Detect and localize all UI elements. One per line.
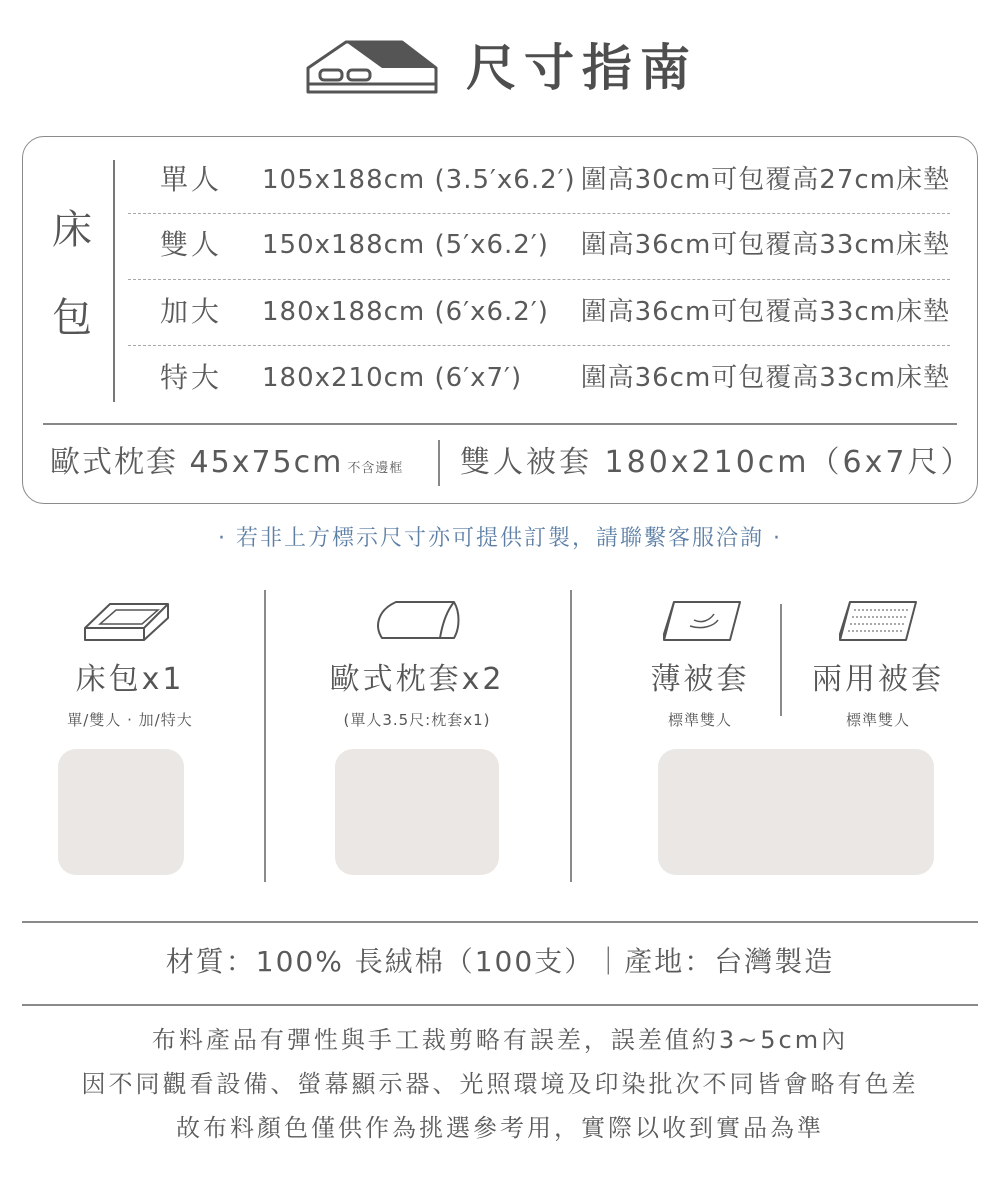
size-row-single — [160, 160, 950, 200]
divider — [113, 160, 115, 402]
pillow-case-spec-label: 歐式枕套 45x75cm — [50, 445, 344, 480]
disclaimer-line: 因不同觀看設備、螢幕顯示器、光照環境及印染批次不同皆會略有色差 — [81, 1070, 919, 1098]
divider — [438, 440, 440, 486]
dashed-divider — [128, 279, 950, 280]
size-dimension: 105x188cm (3.5′x6.2′) — [262, 165, 576, 195]
size-note: 圍高36cm可包覆高33cm床墊 — [580, 230, 950, 260]
product-title-thin-quilt: 薄被套 — [650, 662, 750, 697]
dual-use-quilt-icon — [836, 598, 920, 648]
product-title-fitted-sheet: 床包x1 — [75, 662, 185, 697]
pillow-icon — [374, 598, 460, 646]
disclaimer-line: 故布料顏色僅供作為挑選參考用，實際以收到實品為準 — [176, 1114, 824, 1142]
size-row-queen — [160, 292, 950, 332]
column-divider — [780, 604, 782, 716]
fitted-sheet-icon — [82, 598, 172, 648]
divider — [22, 1004, 978, 1006]
divider — [22, 921, 978, 923]
size-name: 加大 — [160, 295, 223, 328]
fitted-sheet-label-line2: 包 — [52, 295, 92, 341]
size-row-double — [160, 225, 950, 265]
page-header — [0, 28, 1000, 108]
custom-order-note: · 若非上方標示尺寸亦可提供訂製，請聯繫客服洽詢 · — [218, 526, 782, 551]
size-name: 特大 — [160, 361, 223, 394]
pillow-case-spec — [50, 441, 403, 485]
column-divider — [264, 590, 266, 882]
fitted-sheet-label-line1: 床 — [52, 207, 92, 253]
size-note: 圍高30cm可包覆高27cm床墊 — [580, 165, 950, 195]
product-title-pillowcase: 歐式枕套x2 — [329, 662, 505, 697]
dashed-divider — [128, 213, 950, 214]
size-name: 單人 — [160, 163, 223, 196]
pillow-case-spec-note: 不含邊框 — [347, 461, 404, 476]
product-sub-pillowcase: (單人3.5尺:枕套x1) — [343, 711, 491, 729]
size-dimension: 150x188cm (5′x6.2′) — [262, 230, 549, 260]
product-sub-thin-quilt: 標準雙人 — [667, 711, 732, 729]
product-title-dual-quilt: 兩用被套 — [812, 662, 944, 697]
fabric-swatch — [335, 749, 499, 875]
fabric-swatch — [58, 749, 184, 875]
thin-quilt-cover-icon — [660, 598, 744, 648]
column-divider — [570, 590, 572, 882]
material-info: 材質：100% 長絨棉（100支）｜產地：台灣製造 — [165, 945, 835, 978]
divider — [43, 423, 957, 425]
bed-house-icon — [304, 36, 440, 100]
quilt-cover-spec: 雙人被套 180x210cm（6x7尺） — [460, 445, 974, 480]
fabric-swatch — [658, 749, 934, 875]
size-name: 雙人 — [160, 228, 223, 261]
product-sub-fitted-sheet: 單/雙人 · 加/特大 — [67, 711, 193, 729]
dashed-divider — [128, 345, 950, 346]
size-dimension: 180x210cm (6′x7′) — [262, 363, 523, 393]
fitted-sheet-label — [50, 207, 94, 341]
page-title: 尺寸指南 — [466, 39, 698, 97]
product-sub-dual-quilt: 標準雙人 — [845, 711, 910, 729]
size-note: 圍高36cm可包覆高33cm床墊 — [580, 363, 950, 393]
disclaimer-line: 布料產品有彈性與手工裁剪略有誤差，誤差值約3~5cm內 — [151, 1026, 849, 1054]
size-row-king — [160, 358, 950, 398]
size-dimension: 180x188cm (6′x6.2′) — [262, 297, 549, 327]
size-note: 圍高36cm可包覆高33cm床墊 — [580, 297, 950, 327]
